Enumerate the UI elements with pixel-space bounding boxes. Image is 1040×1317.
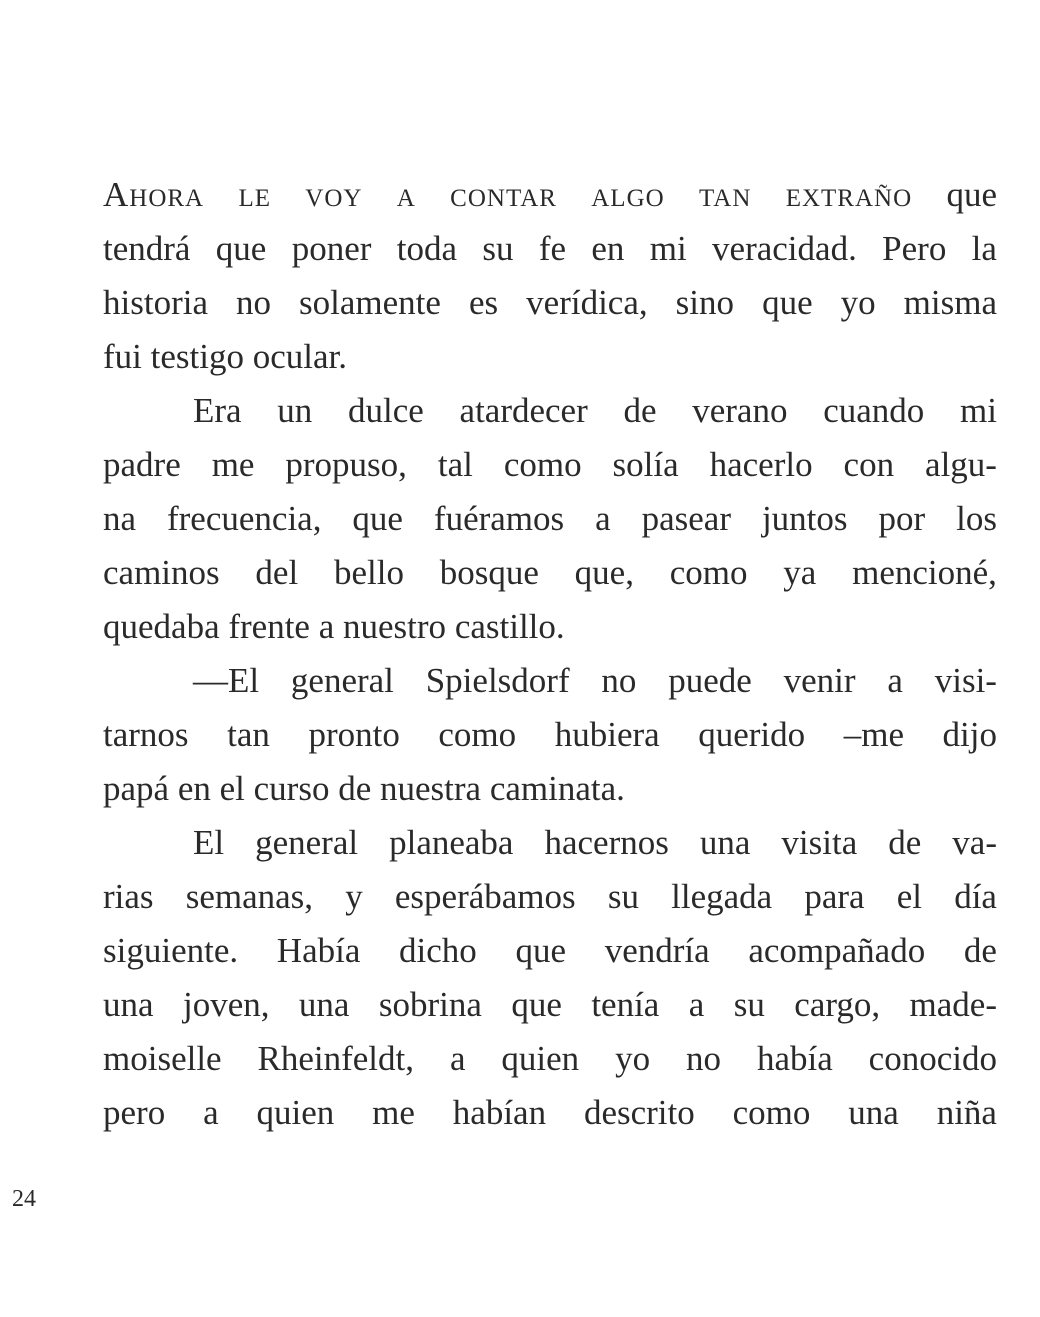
word: moiselle — [103, 1039, 222, 1078]
word: quien — [501, 1039, 580, 1078]
word: que — [762, 283, 813, 322]
text-line — [103, 708, 997, 762]
word: descrito — [583, 1093, 695, 1132]
word: general — [255, 823, 359, 862]
word: que, — [574, 553, 634, 592]
text-line — [103, 330, 997, 384]
word: en — [591, 229, 625, 268]
text-line — [103, 978, 997, 1032]
word: visi- — [934, 661, 997, 700]
word: visita — [781, 823, 858, 862]
word: sobrina — [378, 985, 482, 1024]
word: querido — [698, 715, 806, 754]
smallcaps-word: contar — [450, 175, 557, 214]
word: puede — [668, 661, 752, 700]
word: frente — [228, 607, 310, 646]
word: había — [756, 1039, 833, 1078]
word: una — [699, 823, 751, 862]
smallcaps-word: le — [238, 175, 271, 214]
text-line — [103, 222, 997, 276]
word: de — [888, 823, 922, 862]
word: mi — [649, 229, 687, 268]
text-line — [103, 924, 997, 978]
word: fuéramos — [433, 499, 565, 538]
word: bosque — [439, 553, 539, 592]
text-line — [103, 276, 997, 330]
word: no — [601, 661, 637, 700]
word: quedaba — [103, 607, 220, 646]
word: a — [203, 1093, 219, 1132]
text-line — [103, 870, 997, 924]
word: dulce — [348, 391, 424, 430]
word: me — [211, 445, 255, 484]
word: por — [878, 499, 926, 538]
smallcaps-word: algo — [591, 175, 665, 214]
word: Spielsdorf — [425, 661, 570, 700]
word: cuando — [823, 391, 925, 430]
word: frecuencia, — [167, 499, 322, 538]
word: historia — [103, 283, 208, 322]
word: a — [318, 607, 335, 646]
word: ocular. — [252, 337, 347, 376]
word: planeaba — [389, 823, 514, 862]
word: Era — [193, 391, 242, 430]
word: general — [290, 661, 394, 700]
word: que — [511, 985, 562, 1024]
word: padre — [103, 445, 181, 484]
word: pero — [103, 1093, 166, 1132]
word: que — [946, 175, 997, 214]
word: en — [177, 769, 211, 808]
word: para — [804, 877, 865, 916]
word: veracidad. — [712, 229, 857, 268]
word: venir — [783, 661, 856, 700]
word: llegada — [671, 877, 773, 916]
word: su — [607, 877, 639, 916]
word: no — [236, 283, 272, 322]
word: yo — [840, 283, 876, 322]
word: que — [352, 499, 403, 538]
word: el — [896, 877, 923, 916]
word: del — [255, 553, 299, 592]
word: esperábamos — [394, 877, 576, 916]
word: un — [277, 391, 313, 430]
word: tal — [437, 445, 473, 484]
word: de — [338, 769, 372, 808]
word: día — [954, 877, 997, 916]
word: hacerlo — [709, 445, 813, 484]
word: toda — [396, 229, 457, 268]
word: bello — [333, 553, 404, 592]
word: fe — [538, 229, 567, 268]
word: dijo — [942, 715, 997, 754]
word: es — [468, 283, 499, 322]
word: quien — [256, 1093, 335, 1132]
word: hacernos — [544, 823, 669, 862]
word: –me — [843, 715, 904, 754]
word: joven, — [182, 985, 270, 1024]
word: los — [956, 499, 997, 538]
text-line — [103, 492, 997, 546]
word: va- — [952, 823, 997, 862]
word: de — [623, 391, 657, 430]
word: —El — [193, 661, 260, 700]
word: y — [345, 877, 363, 916]
word: su — [482, 229, 514, 268]
text-line — [103, 438, 997, 492]
smallcaps-word: tan — [699, 175, 752, 214]
word: sino — [675, 283, 735, 322]
word: caminata. — [489, 769, 625, 808]
smallcaps-word: Ahora — [103, 175, 205, 214]
page-number: 24 — [12, 1186, 36, 1212]
word: dicho — [399, 931, 477, 970]
word: nuestra — [380, 769, 482, 808]
word: Pero — [882, 229, 947, 268]
word: solamente — [299, 283, 441, 322]
word: tendrá — [103, 229, 191, 268]
word: la — [971, 229, 997, 268]
text-line — [103, 1032, 997, 1086]
word: tenía — [591, 985, 660, 1024]
word: cargo, — [794, 985, 881, 1024]
word: como — [438, 715, 517, 754]
smallcaps-word: voy — [305, 175, 363, 214]
word: pasear — [641, 499, 731, 538]
word: una — [848, 1093, 899, 1132]
word: testigo — [150, 337, 244, 376]
word: yo — [615, 1039, 651, 1078]
word: curso — [253, 769, 330, 808]
word: el — [219, 769, 245, 808]
text-line — [103, 546, 997, 600]
word: como — [732, 1093, 811, 1132]
word: misma — [903, 283, 997, 322]
word: habían — [452, 1093, 547, 1132]
word: no — [686, 1039, 722, 1078]
word: su — [733, 985, 765, 1024]
word: mi — [959, 391, 997, 430]
word: algu- — [925, 445, 997, 484]
word: papá — [103, 769, 170, 808]
word: a — [688, 985, 705, 1024]
text-line — [103, 762, 997, 816]
word: atardecer — [459, 391, 588, 430]
word: ya — [783, 553, 817, 592]
word: como — [669, 553, 748, 592]
word: que — [215, 229, 267, 268]
body-text — [103, 168, 997, 1140]
word: a — [595, 499, 611, 538]
smallcaps-word: a — [396, 175, 416, 214]
word: con — [843, 445, 895, 484]
word: made- — [909, 985, 997, 1024]
word: castillo. — [454, 607, 565, 646]
text-line — [103, 384, 997, 438]
word: verídica, — [526, 283, 648, 322]
word: que — [515, 931, 567, 970]
word: fui — [103, 337, 142, 376]
word: niña — [936, 1093, 997, 1132]
text-line — [103, 1086, 997, 1140]
word: Había — [276, 931, 361, 970]
word: rias — [103, 877, 154, 916]
word: vendría — [604, 931, 710, 970]
word: como — [503, 445, 582, 484]
word: verano — [692, 391, 788, 430]
word: caminos — [103, 553, 220, 592]
word: juntos — [761, 499, 848, 538]
word: solía — [612, 445, 679, 484]
word: me — [372, 1093, 415, 1132]
word: acompañado — [748, 931, 926, 970]
word: poner — [291, 229, 372, 268]
word: una — [103, 985, 154, 1024]
text-line — [103, 816, 997, 870]
word: de — [963, 931, 997, 970]
text-line — [103, 600, 997, 654]
word: una — [298, 985, 350, 1024]
word: semanas, — [185, 877, 314, 916]
word: mencioné, — [852, 553, 997, 592]
word: a — [449, 1039, 466, 1078]
word: hubiera — [554, 715, 660, 754]
word: pronto — [308, 715, 400, 754]
word: El — [193, 823, 225, 862]
word: Rheinfeldt, — [257, 1039, 415, 1078]
word: nuestro — [343, 607, 447, 646]
word: tan — [227, 715, 270, 754]
word: tarnos — [103, 715, 189, 754]
word: propuso, — [285, 445, 407, 484]
word: siguiente. — [103, 931, 239, 970]
word: na — [103, 499, 137, 538]
word: a — [887, 661, 903, 700]
smallcaps-word: extraño — [785, 175, 913, 214]
text-line — [103, 168, 997, 222]
text-line — [103, 654, 997, 708]
word: conocido — [868, 1039, 997, 1078]
